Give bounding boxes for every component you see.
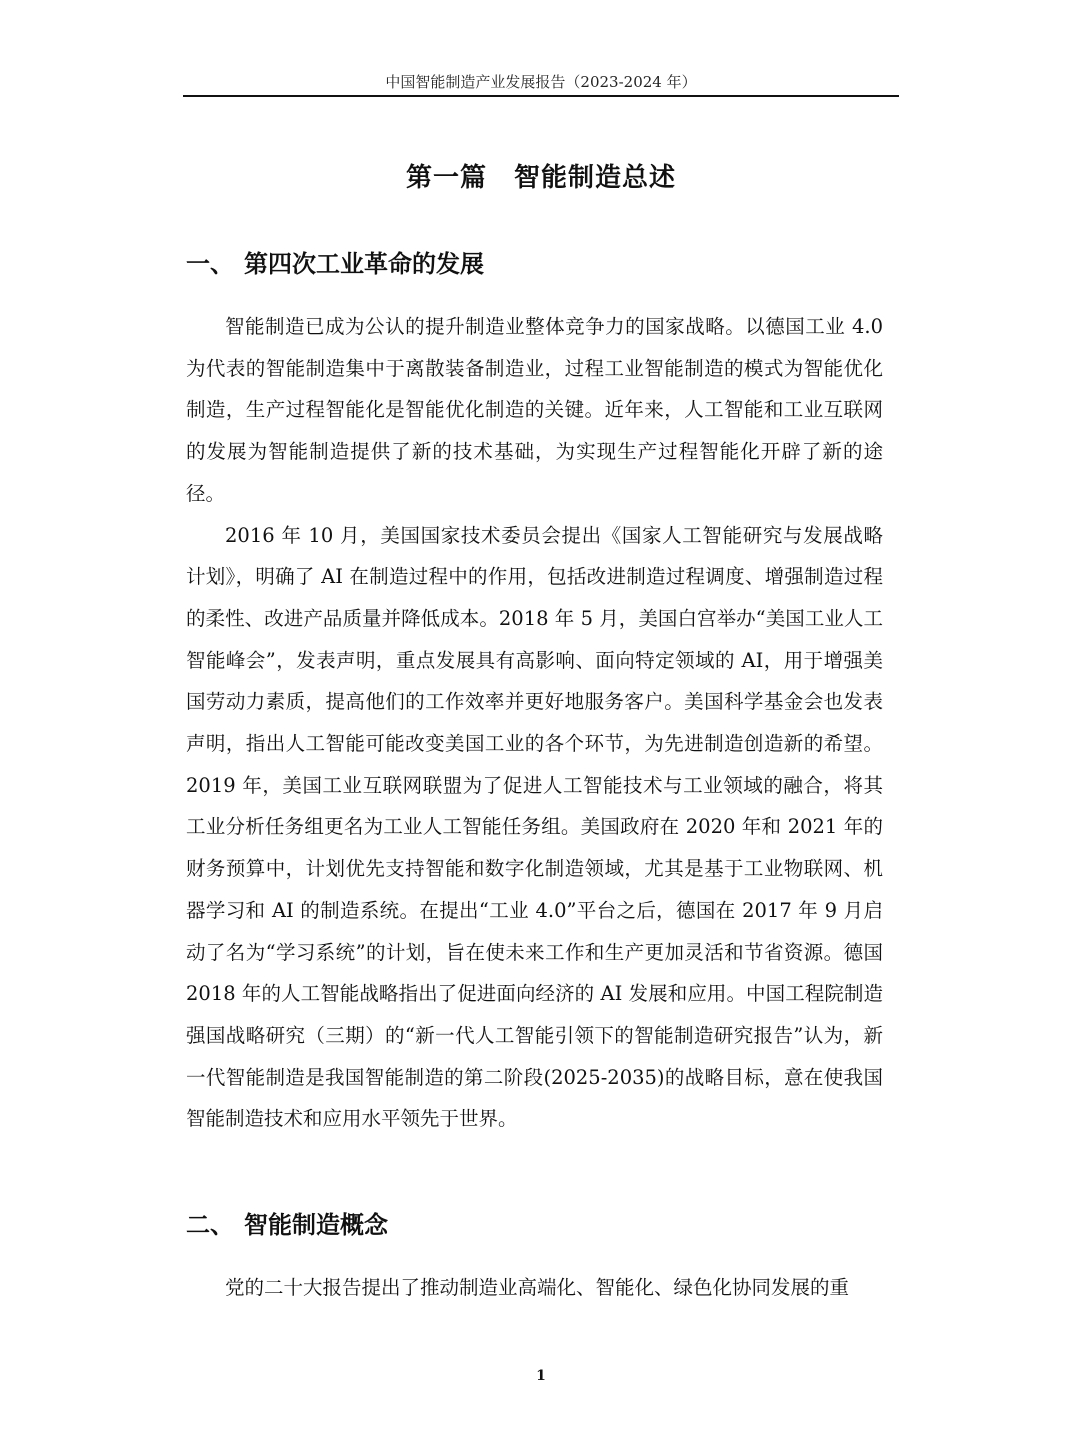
section-heading-1 — [186, 244, 902, 284]
section-number: 二、 — [186, 1211, 234, 1239]
section-title: 智能制造概念 — [244, 1211, 388, 1239]
paragraph: 2016 年 10 月，美国国家技术委员会提出《国家人工智能研究与发展战略计划》，明确了 AI 在制造过程中的作用，包括改进制造过程调度、增强制造过程的柔性、改进产品质量并降低成本。2018 年 5 月，美国白宫举办“美国工业人工智能峰会”，发表声明，重点发展具有高影响、面向特定领域的 AI，用于增强美国劳动力素质，提高他们的工作效率并更好地服务客户。美国科学基金会也发表声明，指出人工智能可能改变美国工业的各个环节，为先进制造创造新的希望。2019 年，美国工业互联网联盟为了促进人工智能技术与工业领域的融合，将其工业分析任务组更名为工业人工智能任务组。美国政府在 2020 年和 2021 年的财务预算中，计划优先支持智能和数字化制造领域，尤其是基于工业物联网、机器学习和 AI 的制造系统。在提出“工业 4.0”平台之后，德国在 2017 年 9 月启动了名为“学习系统”的计划，旨在使未来工作和生产更加灵活和节省资源。德国 2018 年的人工智能战略指出了促进面向经济的 AI 发展和应用。中国工程院制造强国战略研究（三期）的“新一代人工智能引领下的智能制造研究报告”认为，新一代智能制造是我国智能制造的第二阶段(2025-2035)的战略目标，意在使我国智能制造技术和应用水平领先于世界。 — [186, 523, 883, 1131]
part-title: 第一篇 智能制造总述 — [405, 163, 676, 193]
section-2-body — [186, 1267, 883, 1309]
paragraph: 党的二十大报告提出了推动制造业高端化、智能化、绿色化协同发展的重 — [225, 1276, 850, 1299]
header-rule — [183, 95, 899, 97]
page-number: 1 — [536, 1368, 546, 1384]
section-1-body — [186, 306, 883, 1140]
section-heading-2 — [186, 1205, 902, 1245]
section-title: 第四次工业革命的发展 — [244, 250, 484, 278]
running-header: 中国智能制造产业发展报告（2023-2024 年） — [385, 73, 697, 91]
section-number: 一、 — [186, 250, 234, 278]
paragraph: 智能制造已成为公认的提升制造业整体竞争力的国家战略。以德国工业 4.0 为代表的智能制造集中于离散装备制造业，过程工业智能制造的模式为智能优化制造，生产过程智能化是智能优化制造的关键。近年来，人工智能和工业互联网的发展为智能制造提供了新的技术基础，为实现生产过程智能化开辟了新的途径。 — [186, 315, 883, 505]
